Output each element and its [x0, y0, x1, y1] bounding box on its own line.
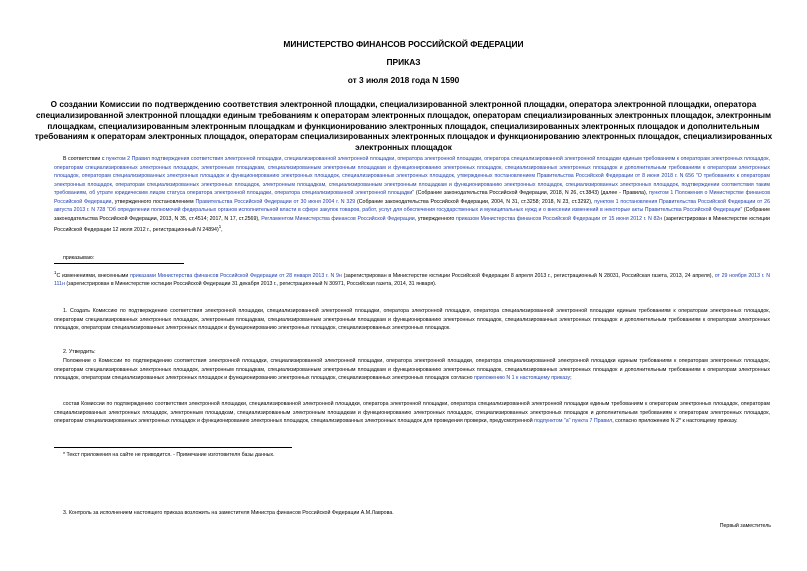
item-2-regulation: Положение о Комиссии по подтверждению соответствия электронной площадки, специализированной электронной площадки, оператора электронной площадки, оператора специализированной электронной площадки единым требованиям к операторам электронных площадок, операторам специализированных электронных площадок, электронным площадкам, специализированным электронным площадкам и функционированию электронных площадок, специализированных электронных площадок и дополнительным требованиям к операторам электронных площадок, операторам специализированных электронных площадок и функционированию электронных площадок, специализированных электронных площадок согласно приложению N 1 к настоящему приказу; [54, 358, 770, 382]
appendix-note: * Текст приложения на сайте не приводится. - Примечание изготовителя базы данных. [63, 452, 275, 458]
footnote-separator [54, 263, 184, 264]
doc-date-number: от 3 июля 2018 года N 1590 [347, 75, 460, 85]
footnote-ref-1: 1 [218, 224, 222, 230]
link-appendix-1[interactable]: приложению N 1 к настоящему приказу [473, 375, 571, 382]
item-1: 1. Создать Комиссию по подтверждению соответствия электронной площадки, специализированной электронной площадки, оператора электронной площадки, оператора специализированной электронной площадки единым требованиям к операторам электронных площадок, операторам специализированных электронных площадок, электронным площадкам, специализированным электронным площадкам и функционированию электронных площадок, специализированных электронных площадок и дополнительным требованиям к операторам электронных площадок, операторам специализированных электронных площадок и функционированию электронных площадок, специализированных электронных площадок. [54, 308, 770, 332]
item-2-heading: 2. Утвердить: [63, 349, 96, 355]
link-ministry-regulation-point-1[interactable]: пунктом 1 Положения о Министерстве финансов Российской Федерации [54, 190, 770, 205]
link-amendment-order-111n[interactable]: от 29 ноября 2013 г. N 111н [54, 272, 770, 288]
item-3: 3. Контроль за исполнением настоящего приказа возложить на заместителя Министра финансов Российской Федерации А.М.Лаврова. [63, 510, 394, 516]
link-government-decree-329[interactable]: Правительства Российской Федерации от 30 июня 2004 г. N 329 [195, 198, 356, 205]
document-title: О создании Комиссии по подтверждению соответствия электронной площадки, специализированной электронной площадки, оператора электронной площадки, оператора специализированной электронной площадки единым требованиям к операторам электронных площадок, операторам специализированных электронных площадок, электронным площадкам, специализированным электронным площадкам и функционированию электронных площадок, специализированных электронных площадок и дополнительным требованиям к операторам электронных площадок, операторам специализированных электронных площадок и функционированию электронных площадок, специализированных электронных площадок [34, 100, 773, 153]
link-rules-point-7a[interactable]: подпунктом "а" пункта 7 Правил [534, 418, 613, 425]
doc-type: ПРИКАЗ [386, 57, 421, 67]
link-ministry-reglament[interactable]: Регламентом Министерства финансов Российской Федерации [261, 215, 415, 222]
link-amendment-orders-9n[interactable]: приказами Министерства финансов Российской Федерации от 28 января 2013 г. N 9н [130, 272, 342, 279]
footnote-1: $^1$С изменениями, внесенными приказами Министерства финансов Российской Федерации от 28 января 2013 г. N 9н (зарегистрирован в Министерстве юстиции Российской Федерации 8 апреля 2013 г., регистрационный N 28031, Российская газета, 2013, 24 апреля), от 29 ноября 2013 г. N 111н (зарегистрирован в Министерстве юстиции Российской Федерации 31 декабря 2013 г., регистрационный N 30971, Российская газета, 2014, 31 января). [54, 270, 770, 288]
signature-position: Первый заместитель [719, 523, 771, 529]
ministry-header: МИНИСТЕРСТВО ФИНАНСОВ РОССИЙСКОЙ ФЕДЕРАЦИИ [283, 39, 524, 49]
link-rules-point-2[interactable]: пунктом 2 Правил подтверждения соответствия электронной площадки, специализированной электронной площадки, оператора электронной площадки, оператора специализированной электронной площадки единым требованиям к операторам электронных площадок, операторам специализированных электронных площадок, электронным площадкам, специализированным электронным площадкам и функционированию электронных площадок, специализированных электронных площадок и дополнительным требованиям к операторам электронных площадок, операторам специализированных электронных площадок и функционированию электронных площадок, специализированных электронных площадок, утвержденных постановлением Правительства Российской Федерации от 8 июня 2018 г. N 656 "О требованиях к операторам электронных площадок, операторам специализированных электронных площадок, электронным площадкам, специализированным электронным площадкам и функционированию электронных площадок, специализированных электронных площадок, подтверждении соответствия таким требованиям, об утрате юридическим лицом статуса оператора электронной площадки, оператора специализированной электронной площадки" [54, 156, 770, 197]
link-government-decree-728[interactable]: пунктом 1 постановления Правительства Российской Федерации от 26 августа 2013 г. N 728 "Об определении полномочий федеральных органов исполнительной власти в сфере закупок товаров, работ, услуг для обеспечения государственных и муниципальных нужд и о внесении изменений в некоторые акты Правительства Российской Федерации" [54, 198, 770, 214]
appendix-note-separator [54, 447, 292, 448]
order-phrase: приказываю: [63, 255, 95, 261]
link-order-82n[interactable]: приказом Министерства финансов Российской Федерации от 15 июня 2012 г. N 82н [456, 215, 663, 222]
preamble-paragraph: В соответствии с пунктом 2 Правил подтверждения соответствия электронной площадки, специализированной электронной площадки, оператора электронной площадки, оператора специализированной электронной площадки единым требованиям к операторам электронных площадок, операторам специализированных электронных площадок, электронным площадкам, специализированным электронным площадкам и функционированию электронных площадок, специализированных электронных площадок и дополнительным требованиям к операторам электронных площадок, операторам специализированных электронных площадок и функционированию электронных площадок, специализированных электронных площадок, утвержденных постановлением Правительства Российской Федерации от 8 июня 2018 г. N 656 "О требованиях к операторам электронных площадок, операторам специализированных электронных площадок, электронным площадкам, специализированным электронным площадкам и функционированию электронных площадок, специализированных электронных площадок, подтверждении соответствия таким требованиям, об утрате юридическим лицом статуса оператора электронной площадки, оператора специализированной электронной площадки" (Собрание законодательства Российской Федерации, 2018, N 26, ст.3843) (далее - Правила), пунктом 1 Положения о Министерстве финансов Российской Федерации, утвержденного постановлением Правительства Российской Федерации от 30 июня 2004 г. N 329 (Собрание законодательства Российской Федерации, 2004, N 31, ст.3258; 2018, N 23, ст.3292), пунктом 1 постановления Правительства Российской Федерации от 26 августа 2013 г. N 728 "Об определении полномочий федеральных органов исполнительной власти в сфере закупок товаров, работ, услуг для обеспечения государственных и муниципальных нужд и о внесении изменений в некоторые акты Правительства Российской Федерации" (Собрание законодательства Российской Федерации, 2013, N 35, ст.4514; 2017, N 17, ст.2569), Регламентом Министерства финансов Российской Федерации, утвержденного приказом Министерства финансов Российской Федерации от 15 июня 2012 г. N 82н (зарегистрирован в Министерстве юстиции Российской Федерации 12 июля 2012 г., регистрационный N 24894)$^1$, [54, 156, 770, 234]
item-2-composition: состав Комиссии по подтверждению соответствия электронной площадки, специализированной электронной площадки, оператора электронной площадки, оператора специализированной электронной площадки единым требованиям к операторам электронных площадок, операторам специализированных электронных площадок, электронным площадкам, специализированным электронным площадкам и функционированию электронных площадок, специализированных электронных площадок и дополнительным требованиям к операторам электронных площадок, операторам специализированных электронных площадок и функционированию электронных площадок, специализированных электронных площадок для проведения проверки, предусмотренной подпунктом "а" пункта 7 Правил, согласно приложению N 2* к настоящему приказу. [54, 401, 770, 425]
